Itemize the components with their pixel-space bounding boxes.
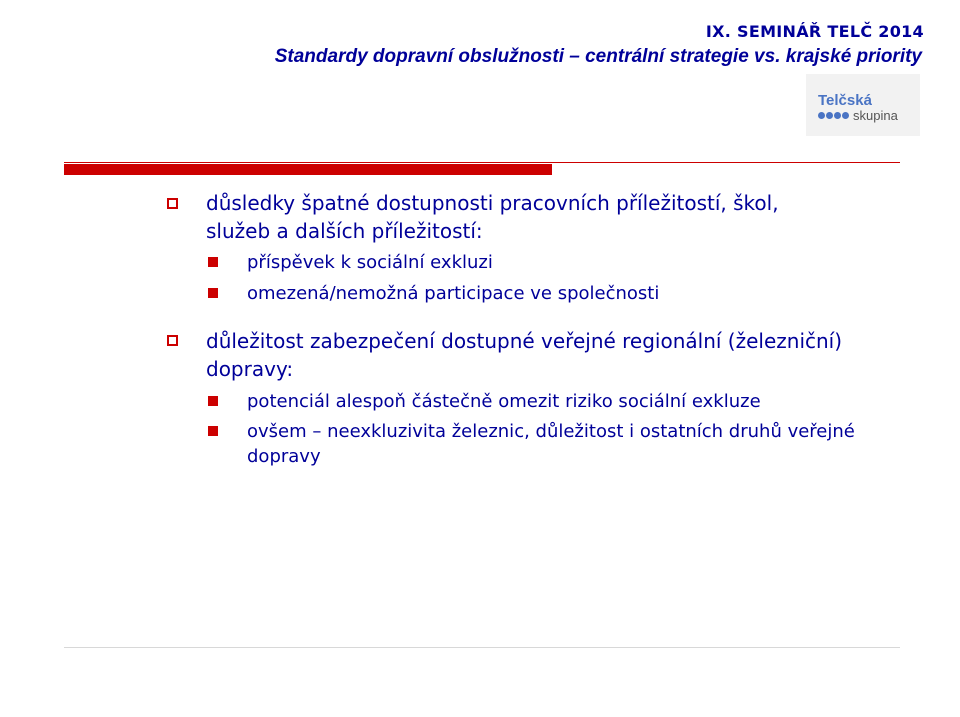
bullet-item-2: důležitost zabezpečení dostupné veřejné regionální (železniční) dopravy: [206,329,843,381]
filled-square-bullet-icon [208,257,218,267]
hollow-square-bullet-icon [167,198,178,209]
telcska-skupina-logo [806,74,920,136]
logo-bottom-row [818,108,898,122]
logo-dot-icon [826,112,833,119]
logo-dot-icon [842,112,849,119]
header-subtitle: Standardy dopravní obslužnosti – centrální strategie vs. krajské priority [274,46,922,67]
logo-dot-icon [818,112,825,119]
footer-divider [64,647,900,648]
header-divider-thick [64,164,552,175]
hollow-square-bullet-icon [167,335,178,346]
filled-square-bullet-icon [208,396,218,406]
filled-square-bullet-icon [208,288,218,298]
header-divider-thin [64,162,900,163]
bullet-item-1: důsledky špatné dostupnosti pracovních příležitostí, škol, služeb a dalších příležitostí: [206,191,779,243]
sub-bullet-2-2: ovšem – neexkluzivita železnic, důležitost i ostatních druhů veřejné dopravy [247,421,855,467]
logo-text-line1: Telčská [818,92,872,109]
header-title: IX. SEMINÁŘ TELČ 2014 [705,22,924,41]
sub-bullet-1-2: omezená/nemožná participace ve společnosti [247,283,660,304]
logo-text-line2: skupina [853,107,898,123]
filled-square-bullet-icon [208,426,218,436]
logo-dot-icon [834,112,841,119]
sub-bullet-1-1: příspěvek k sociální exkluzi [247,252,493,273]
sub-bullet-2-1: potenciál alespoň částečně omezit riziko sociální exkluze [247,391,761,412]
